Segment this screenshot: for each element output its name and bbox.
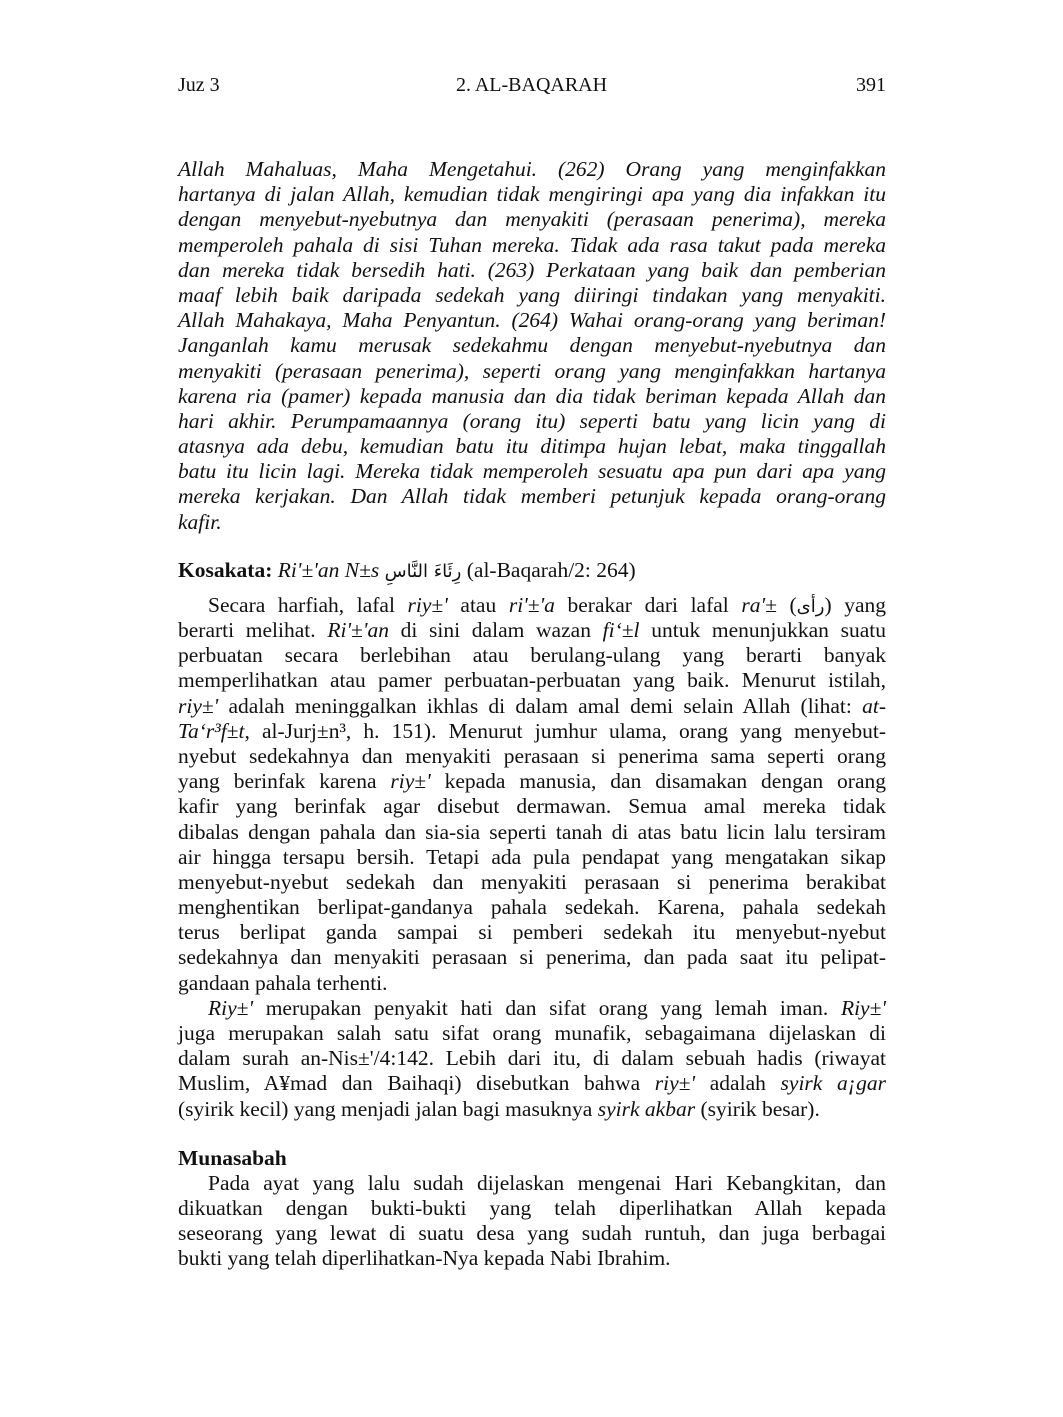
text-line [178,1071,886,1096]
text-segment: ) yang [824,592,887,617]
text-segment: hartanya di jalan Allah, kemudian tidak mengiringi apa yang dia infakkan itu [178,182,886,207]
text-line [178,359,886,384]
text-line [178,845,886,870]
text-segment: Muslim, A¥mad dan Baihaqi) disebutkan bahwa [178,1071,655,1096]
text-segment: batu itu licin lagi. Mereka tidak memperoleh sesuatu apa pun dari apa yang [178,459,886,484]
text-segment: menyakiti (perasaan penerima), seperti orang yang menginfakkan hartanya [178,358,886,383]
verse-translation [178,157,886,535]
text-line [178,820,886,845]
munasabah-paragraph [178,1171,886,1272]
text-segment: dibalas dengan pahala dan sia-sia seperti tanah di atas batu licin lalu tersiram [178,819,886,844]
header-surah-title: 2. AL-BAQARAH [455,74,608,96]
text-line [178,618,886,643]
text-line [178,794,886,819]
text-line [178,945,886,970]
text-line [178,308,886,333]
text-segment: (syirik besar). [695,1096,820,1121]
text-segment: kafir. [178,509,222,534]
italic-term: syirk a¡gar [780,1071,887,1096]
text-line [178,593,886,618]
text-segment: Janganlah kamu merusak sedekahmu dengan menyebut-nyebutnya dan [178,333,886,358]
text-line [178,1046,886,1071]
munasabah-heading: Munasabah [178,1145,287,1170]
text-segment: kafir yang berinfak agar disebut dermawan. Semua amal mereka tidak [178,794,886,819]
italic-term: syirk akbar [597,1096,696,1121]
text-segment: merupakan penyakit hati dan sifat orang yang lemah iman. [253,995,841,1020]
text-segment: nyebut sedekahnya dan menyakiti perasaan si penerima sama seperti orang [178,743,886,768]
italic-term: Ta‘r³f±t [178,718,245,743]
italic-term: Ri'±'an [327,618,389,642]
italic-term: at- [862,693,886,718]
italic-term: Riy±' [840,995,886,1020]
text-segment: dengan menyebut-nyebutnya dan menyakiti (perasaan penerima), mereka [178,207,886,232]
text-segment: terus berlipat ganda sampai si pemberi sedekah itu menyebut-nyebut [178,920,886,945]
kosakata-arabic: رِئَاءَ النَّاسِ [384,560,462,582]
text-segment: , al-Jurj±n³, h. 151). Menurut jumhur ulama, orang yang menyebut- [244,718,886,743]
text-segment: atasnya ada debu, kemudian batu itu ditimpa hujan lebat, maka tinggallah [178,434,886,459]
text-segment: di sini dalam wazan [388,618,603,642]
italic-term: riy±' [654,1071,696,1096]
text-line [178,409,886,434]
text-line [178,870,886,895]
italic-term: ra'± [741,592,777,617]
kosakata-paragraph-2 [178,996,886,1122]
text-segment: dan mereka tidak bersedih hati. (263) Perkataan yang baik dan pemberian [178,257,886,282]
text-segment: adalah [695,1071,781,1096]
text-line [178,1221,886,1246]
text-segment: memperoleh pahala di sisi Tuhan mereka. Tidak ada rasa takut pada mereka [178,232,886,257]
text-segment: gandaan pahala terhenti. [178,970,388,995]
text-segment: untuk menunjukkan suatu [639,618,886,642]
text-line [178,668,886,693]
text-segment: menyebut-nyebut sedekah dan menyakiti perasaan si penerima berakibat [178,869,886,894]
text-line [178,459,886,484]
text-line [178,283,886,308]
text-segment: berarti melihat. [178,618,328,642]
text-segment: berakar dari lafal [554,592,742,617]
text-line [178,258,886,283]
text-segment: Pada ayat yang lalu sudah dijelaskan mengenai Hari Kebangkitan, dan [208,1170,886,1195]
text-segment: hari akhir. Perumpamaannya (orang itu) seperti batu yang licin yang di [178,408,886,433]
text-segment: juga merupakan salah satu sifat orang munafik, sebagaimana dijelaskan di [178,1021,886,1045]
text-segment: seseorang yang lewat di suatu desa yang sudah runtuh, dan juga berbagai [178,1221,886,1246]
text-line [178,233,886,258]
text-segment: menghentikan berlipat-gandanya pahala sedekah. Karena, pahala sedekah [178,895,886,920]
text-line [178,434,886,459]
kosakata-reference: (al-Baqarah/2: 264) [466,557,636,582]
italic-term: Riy±' [208,995,254,1020]
text-segment: karena ria (pamer) kepada manusia dan dia tidak beriman kepada Allah dan [178,383,886,408]
text-line [178,384,886,409]
italic-term: fi‘±l [602,618,640,642]
text-line [178,182,886,207]
text-segment: Allah Mahaluas, Maha Mengetahui. (262) Orang yang menginfakkan [178,157,886,181]
kosakata-term: Ri'±'an N±s [277,557,380,582]
italic-term: riy±' [407,592,448,617]
text-segment: atau [447,592,509,617]
kosakata-heading [178,558,886,583]
page-number: 391 [856,74,886,96]
kosakata-paragraph-1 [178,593,886,996]
text-line [178,694,886,719]
text-line [178,1196,886,1221]
text-segment: dalam surah an-Nis±'/4:142. Lebih dari itu, di dalam sebuah hadis (riwayat [178,1046,886,1071]
text-line [178,719,886,744]
text-line [178,484,886,509]
text-segment: kepada manusia, dan disamakan dengan orang [430,769,886,794]
text-segment: dikuatkan dengan bukti-bukti yang telah diperlihatkan Allah kepada [178,1195,886,1220]
text-segment: yang berinfak karena [178,769,391,794]
text-segment: bukti yang telah diperlihatkan-Nya kepada Nabi Ibrahim. [178,1246,671,1271]
text-line [178,744,886,769]
text-segment: Allah Mahakaya, Maha Penyantun. (264) Wahai orang-orang yang beriman! [178,308,886,333]
text-line [178,769,886,794]
text-segment: ( [776,592,797,617]
text-segment: air hingga tersapu bersih. Tetapi ada pula pendapat yang mengatakan sikap [178,844,886,869]
text-segment: (syirik kecil) yang menjadi jalan bagi masuknya [178,1096,598,1121]
text-segment: sedekahnya dan menyakiti perasaan si penerima, dan pada saat itu pelipat- [178,945,886,970]
text-line [178,1097,886,1122]
page-body [178,157,886,1272]
text-line [178,895,886,920]
text-line [178,971,886,996]
header-juz: Juz 3 [178,74,220,96]
text-line [178,510,886,535]
text-segment: maaf lebih baik daripada sedekah yang diiringi tindakan yang menyakiti. [178,282,886,307]
text-line [178,207,886,232]
arabic-term: رأى [796,595,825,617]
text-segment: mereka kerjakan. Dan Allah tidak memberi petunjuk kepada orang-orang [178,484,886,509]
text-segment: adalah meninggalkan ikhlas di dalam amal demi selain Allah (lihat: [218,693,863,718]
text-line [178,996,886,1021]
text-line [178,1171,886,1196]
text-segment: memperlihatkan atau pamer perbuatan-perbuatan yang baik. Menurut istilah, [178,668,886,693]
italic-term: riy±' [178,693,219,718]
text-segment: perbuatan secara berlebihan atau berulang-ulang yang berarti banyak [178,643,886,668]
text-line [178,1246,886,1271]
text-segment: Secara harfiah, lafal [208,592,408,617]
italic-term: ri'±'a [508,592,555,617]
text-line [178,920,886,945]
text-line [178,157,886,182]
italic-term: riy±' [390,769,431,794]
text-line [178,643,886,668]
text-line [178,1021,886,1046]
kosakata-label: Kosakata: [178,557,273,582]
text-line [178,333,886,358]
